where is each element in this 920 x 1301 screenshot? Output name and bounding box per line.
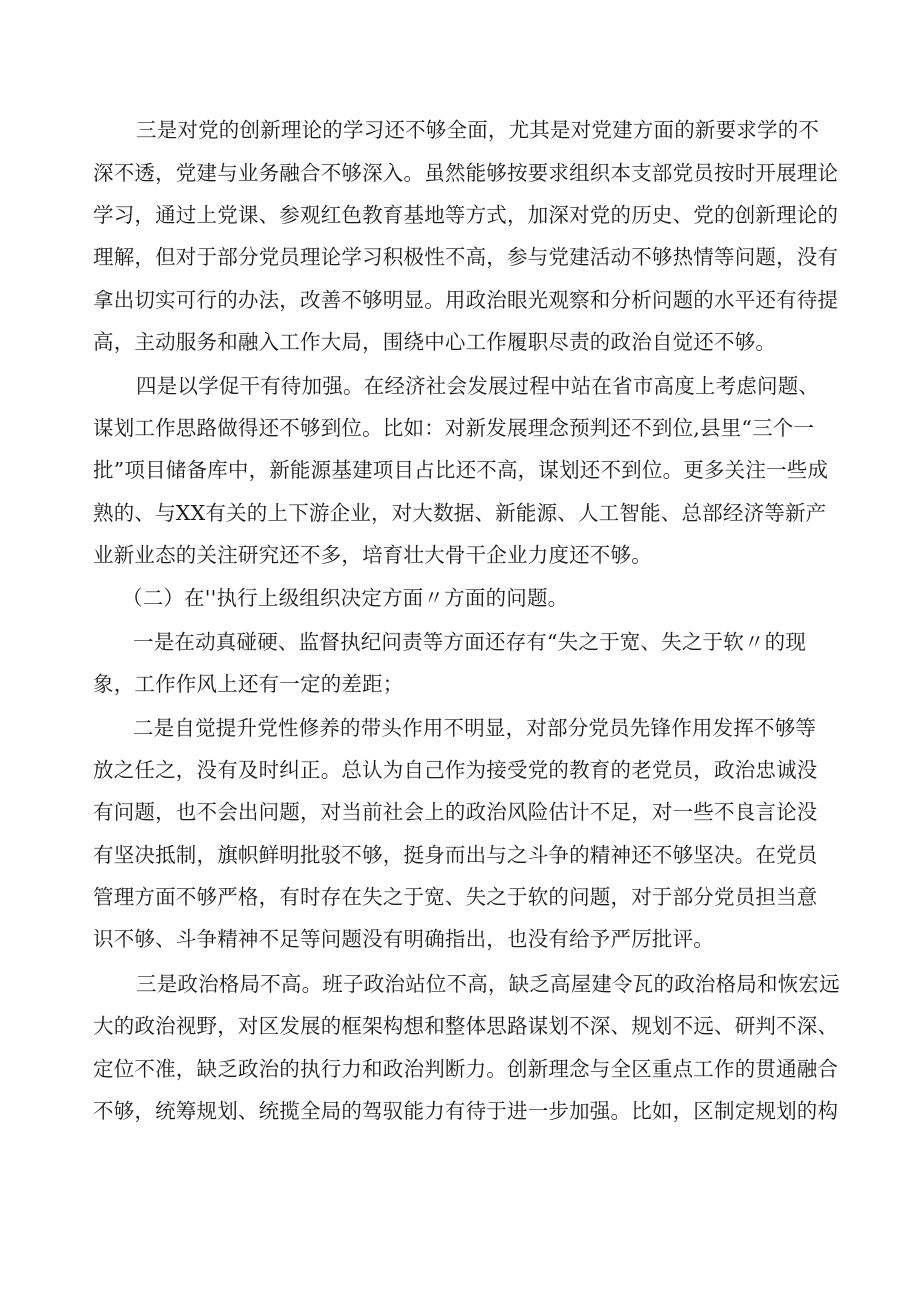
text-line: 理解，但对于部分党员理论学习积极性不高，参与党建活动不够热情等问题，没有 <box>93 245 839 269</box>
text-line: 象，工作作风上还有一定的差距； <box>93 672 404 696</box>
text-line: 大的政治视野，对区发展的框架构想和整体思路谋划不深、规划不远、研判不深、 <box>93 1014 839 1038</box>
text-line: 有坚决抵制，旗帜鲜明批驳不够，挺身而出与之斗争的精神还不够坚决。在党员 <box>93 843 818 867</box>
text-line: 定位不准，缺乏政治的执行力和政治判断力。创新理念与全区重点工作的贯通融合 <box>93 1057 839 1081</box>
text-line: 深不透，党建与业务融合不够深入。虽然能够按要求组织本支部党员按时开展理论 <box>93 161 839 185</box>
text-line: 放之任之，没有及时纠正。总认为自己作为接受党的教育的老党员，政治忠诚没 <box>93 758 818 782</box>
text-line: 识不够、斗争精神不足等问题没有明确指出，也没有给予严厉批评。 <box>93 927 714 951</box>
section-heading: （二）在''执行上级组织决定方面〃方面的问题。 <box>122 586 569 610</box>
text-line: 高，主动服务和融入工作大局，围绕中心工作履职尽责的政治自觉还不够。 <box>93 330 777 354</box>
text-line: 业新业态的关注研究还不多，培育壮大骨干企业力度还不够。 <box>93 543 652 567</box>
text-line: 三是政治格局不高。班子政治站位不高，缺乏高屋建令瓦的政治格局和恢宏远 <box>136 972 840 996</box>
text-line: 二是自觉提升党性修养的带头作用不明显，对部分党员先锋作用发挥不够等 <box>133 716 817 740</box>
text-line: 批”项目储备库中，新能源基建项目占比还不高，谋划还不到位。更多关注一些成 <box>93 458 829 482</box>
text-line: 不够，统筹规划、统揽全局的驾驭能力有待于进一步加强。比如，区制定规划的构 <box>93 1099 839 1123</box>
text-line: 四是以学促干有待加强。在经济社会发展过程中站在省市高度上考虑问题、 <box>136 374 820 398</box>
text-line: 谋划工作思路做得还不够到位。比如：对新发展理念预判还不到位,县里“三个一 <box>93 416 815 440</box>
text-line: 管理方面不够严格，有时存在失之于宽、失之于软的问题，对于部分党员担当意 <box>93 885 818 909</box>
text-line: 有问题，也不会出问题，对当前社会上的政治风险估计不足，对一些不良言论没 <box>93 800 818 824</box>
text-line: 拿出切实可行的办法，改善不够明显。用政治眼光观察和分析问题的水平还有待提 <box>93 288 839 312</box>
text-line: 学习，通过上党课、参观红色教育基地等方式，加深对党的历史、党的创新理论的 <box>93 203 839 227</box>
text-line: 一是在动真碰硬、监督执纪问责等方面还存有“失之于宽、失之于软〃的现 <box>133 630 807 654</box>
text-line: 熟的、与XX有关的上下游企业，对大数据、新能源、人工智能、总部经济等新产 <box>93 501 827 525</box>
text-line: 三是对党的创新理论的学习还不够全面，尤其是对党建方面的新要求学的不 <box>136 118 820 142</box>
